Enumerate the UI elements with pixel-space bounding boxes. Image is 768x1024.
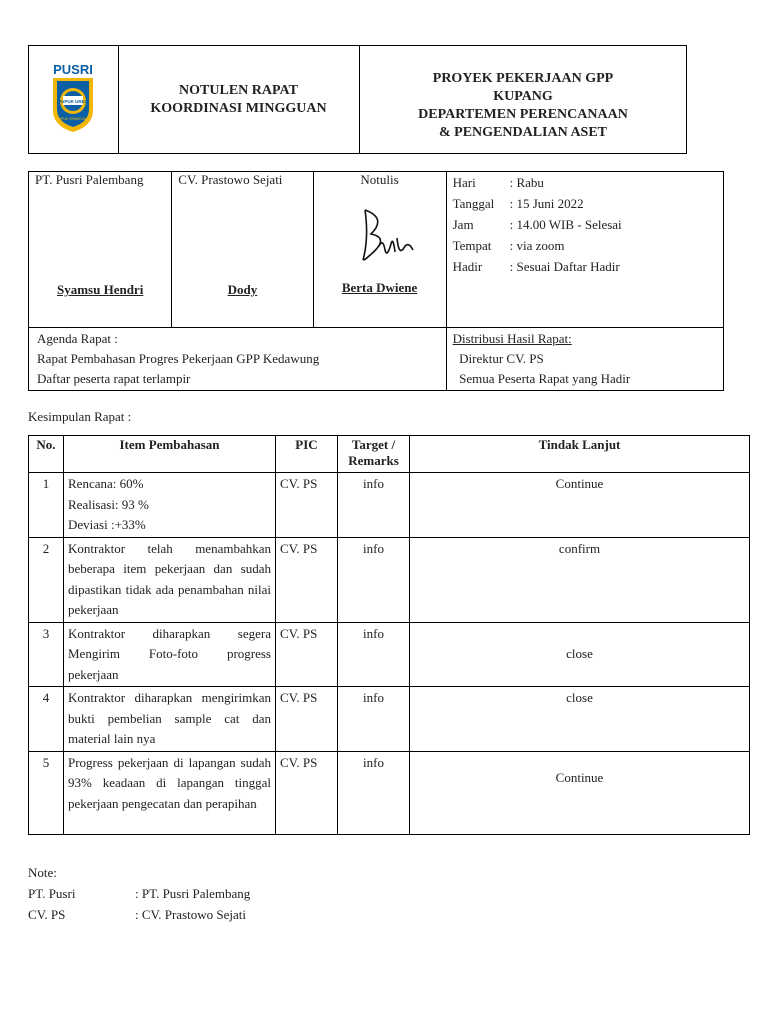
row-target: info (338, 537, 410, 622)
row-target: info (338, 622, 410, 687)
row-pic: CV. PS (276, 751, 338, 834)
note-entry (28, 907, 328, 923)
title-line-1: NOTULEN RAPAT (179, 82, 298, 98)
row-no: 1 (29, 473, 64, 538)
distribution-item: Direktur CV. PS (459, 351, 544, 366)
project-line-1: PROYEK PEKERJAAN GPP (432, 71, 614, 86)
discussion-table (28, 435, 750, 835)
party-cv-label: CV. Prastowo Sejati (178, 172, 283, 187)
row-item: Kontraktor diharapkan segera Mengirim Foto-foto progress pekerjaan (64, 622, 276, 687)
title-line-2: KOORDINASI MINGGUAN (150, 100, 327, 116)
row-target: info (338, 751, 410, 834)
row-target: info (338, 687, 410, 752)
agenda-item: Daftar peserta rapat terlampir (37, 371, 191, 386)
table-row (29, 751, 750, 834)
conclusion-label: Kesimpulan Rapat : (28, 409, 132, 424)
note-full: : PT. Pusri Palembang (135, 886, 251, 901)
meta-row-time: Jam : 14.00 WIB - Selesai (452, 217, 622, 232)
logo-cell (29, 46, 119, 153)
col-header-no: No. (29, 436, 64, 473)
note-title: Note: (28, 865, 57, 880)
note-full: : CV. Prastowo Sejati (135, 907, 246, 922)
party-pusri-name: Syamsu Hendri (56, 282, 144, 297)
table-row (29, 473, 750, 538)
row-action: close (410, 687, 750, 752)
meeting-details-cell (446, 172, 723, 328)
party-pusri-cell (29, 172, 172, 328)
logo-ring-text: PUPUK SRIWIDJAJA (56, 117, 90, 121)
row-target: info (338, 473, 410, 538)
logo-wordmark: PUSRI (53, 62, 93, 77)
table-row (29, 687, 750, 752)
col-header-target: Target / Remarks (338, 436, 410, 473)
distribution-cell (446, 328, 723, 391)
notulis-cell (313, 172, 446, 328)
note-abbr: PT. Pusri (28, 886, 76, 901)
table-row (29, 622, 750, 687)
row-pic: CV. PS (276, 537, 338, 622)
col-header-item: Item Pembahasan (64, 436, 276, 473)
row-pic: CV. PS (276, 622, 338, 687)
meta-row-attendance: Hadir : Sesuai Daftar Hadir (452, 259, 620, 274)
notulis-name: Berta Dwiene (341, 280, 418, 295)
col-header-action: Tindak Lanjut (410, 436, 750, 473)
row-action: close (410, 622, 750, 687)
project-line-3: DEPARTEMEN PERENCANAAN (418, 107, 628, 122)
row-action: confirm (410, 537, 750, 622)
meta-row-date: Tanggal : 15 Juni 2022 (452, 196, 584, 211)
agenda-cell (29, 328, 447, 391)
meta-row-day: Hari : Rabu (452, 175, 544, 190)
row-no: 2 (29, 537, 64, 622)
row-no: 3 (29, 622, 64, 687)
meta-row-place: Tempat : via zoom (452, 238, 565, 253)
table-row (29, 537, 750, 622)
notulis-label: Notulis (360, 172, 399, 187)
row-action: Continue (410, 473, 750, 538)
project-line-2: KUPANG (493, 89, 553, 104)
row-action: Continue (410, 751, 750, 834)
party-pusri-label: PT. Pusri Palembang (35, 172, 144, 187)
document-title (118, 46, 360, 153)
row-item: Kontraktor diharapkan mengirimkan bukti pembelian sample cat dan material lain nya (64, 687, 276, 752)
agenda-title: Agenda Rapat : (37, 331, 118, 346)
signature-image (335, 188, 425, 278)
document-header (28, 45, 687, 154)
row-pic: CV. PS (276, 473, 338, 538)
note-entry (28, 886, 328, 902)
row-item: Progress pekerjaan di lapangan sudah 93% keadaan di lapangan tinggal pekerjaan pengecatan dan perapihan (64, 751, 276, 834)
project-line-4: & PENGENDALIAN ASET (438, 125, 608, 140)
note-abbr: CV. PS (28, 907, 66, 922)
meeting-info-table (28, 171, 724, 391)
agenda-item: Rapat Pembahasan Progres Pekerjaan GPP Kedawung (37, 351, 320, 366)
row-no: 5 (29, 751, 64, 834)
party-cv-name: Dody (227, 282, 258, 297)
row-no: 4 (29, 687, 64, 752)
row-item: Kontraktor telah menambahkan beberapa item pekerjaan dan sudah dipastikan tidak ada penambahan nilai pekerjaan (64, 537, 276, 622)
pusri-logo (29, 46, 118, 153)
distribution-item: Semua Peserta Rapat yang Hadir (459, 371, 631, 386)
distribution-title: Distribusi Hasil Rapat: (452, 331, 572, 346)
row-pic: CV. PS (276, 687, 338, 752)
col-header-pic: PIC (276, 436, 338, 473)
row-item: Rencana: 60% Realisasi: 93 % Deviasi :+33% (64, 473, 276, 538)
logo-subtext: PUPUK UREA (58, 99, 88, 104)
party-cv-cell (172, 172, 313, 328)
table-header-row (29, 436, 750, 473)
project-title (360, 46, 686, 156)
